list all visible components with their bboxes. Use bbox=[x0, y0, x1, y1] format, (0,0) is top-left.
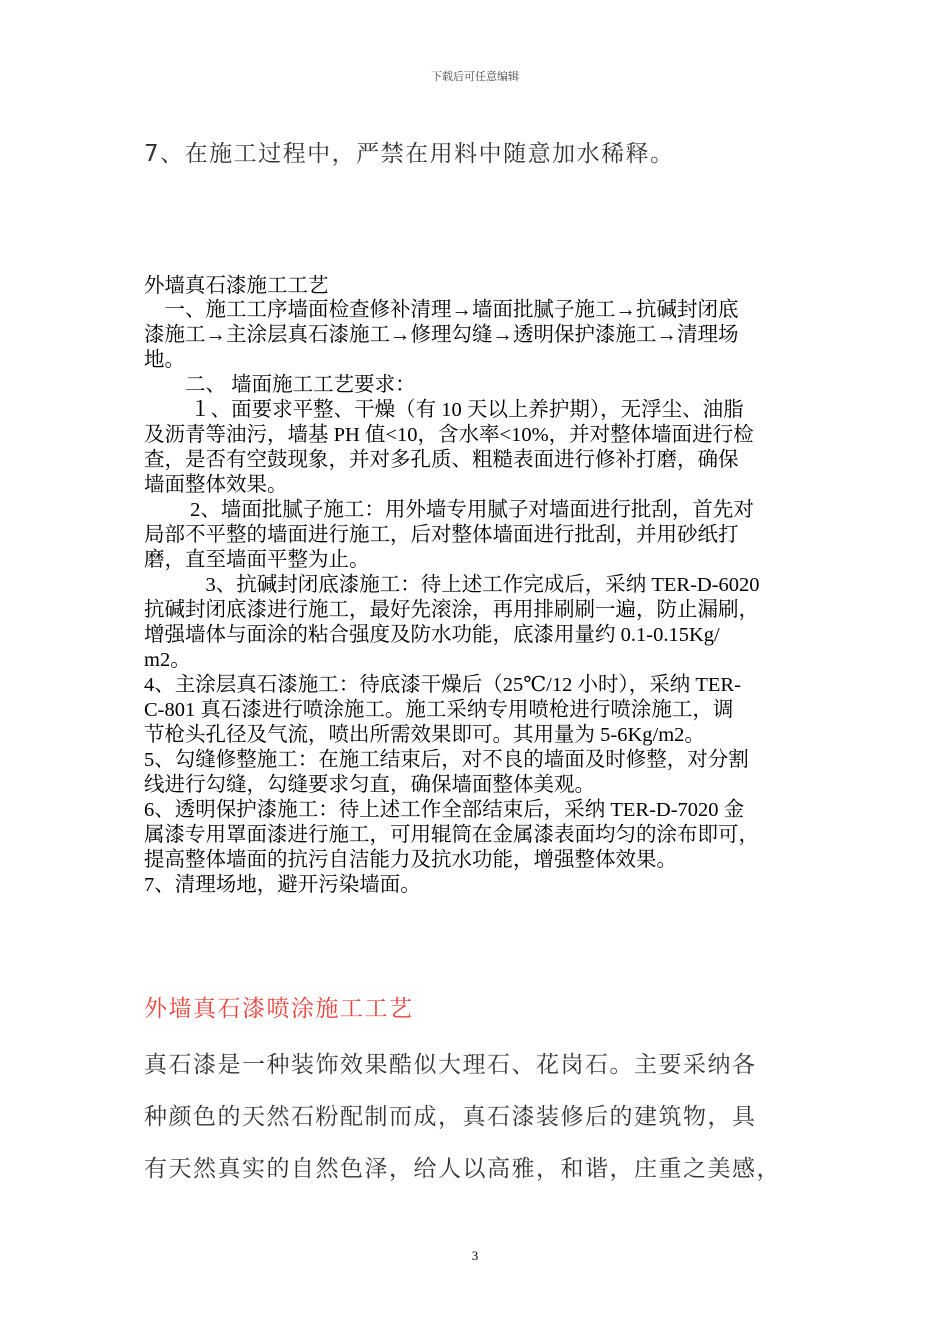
body-line: 磨，直至墙面平整为止。 bbox=[144, 549, 370, 571]
body-line: 属漆专用罩面漆进行施工，可用辊筒在金属漆表面均匀的涂布即可， bbox=[144, 824, 759, 846]
body-line: 节枪头孔径及气流，喷出所需效果即可。其用量为 5-6Kg/m2。 bbox=[144, 724, 705, 746]
body-line: 提高整体墙面的抗污自洁能力及抗水功能，增强整体效果。 bbox=[144, 849, 677, 871]
body-line: 查，是否有空鼓现象，并对多孔质、粗糙表面进行修补打磨，确保 bbox=[144, 449, 739, 471]
body-line: 局部不平整的墙面进行施工，后对整体墙面进行批刮，并用砂纸打 bbox=[144, 524, 739, 546]
section1-title: 外墙真石漆施工工艺 bbox=[144, 275, 329, 297]
section2-line: 有天然真实的自然色泽，给人以高雅，和谐，庄重之美感， bbox=[144, 1156, 781, 1182]
section2-line: 种颜色的天然石粉配制而成，真石漆装修后的建筑物，具 bbox=[144, 1104, 757, 1130]
section2-line: 真石漆是一种装饰效果酷似大理石、花岗石。主要采纳各 bbox=[144, 1052, 757, 1078]
page-number: 3 bbox=[471, 1248, 479, 1263]
body-line: 3、抗碱封闭底漆施工：待上述工作完成后，采纳 TER-D-6020 bbox=[144, 574, 760, 596]
body-line: m2。 bbox=[144, 649, 191, 671]
body-line: 7、清理场地，避开污染墙面。 bbox=[144, 874, 421, 896]
body-line: 墙面整体效果。 bbox=[144, 474, 288, 496]
body-line: 漆施工→主涂层真石漆施工→修理勾缝→透明保护漆施工→清理场 bbox=[144, 324, 739, 346]
top-item: 7、在施工过程中，严禁在用料中随意加水稀释。 bbox=[144, 141, 675, 167]
body-line: 及沥青等油污，墙基 PH 值<10，含水率<10%，并对整体墙面进行检 bbox=[144, 424, 754, 446]
body-line: 6、透明保护漆施工：待上述工作全部结束后，采纳 TER-D-7020 金 bbox=[144, 799, 745, 821]
header-note: 下载后可任意编辑 bbox=[431, 70, 519, 83]
body-line: 地。 bbox=[144, 349, 185, 371]
body-line: 线进行勾缝，勾缝要求匀直，确保墙面整体美观。 bbox=[144, 774, 595, 796]
body-line: １、面要求平整、干燥（有 10 天以上养护期），无浮尘、油脂 bbox=[144, 399, 744, 421]
body-line: 二、 墙面施工工艺要求： bbox=[144, 374, 416, 396]
body-line: 5、勾缝修整施工：在施工结束后，对不良的墙面及时修整，对分割 bbox=[144, 749, 749, 771]
body-line: C-801 真石漆进行喷涂施工。施工采纳专用喷枪进行喷涂施工，调 bbox=[144, 699, 734, 721]
section2-title: 外墙真石漆喷涂施工工艺 bbox=[144, 996, 414, 1022]
body-line: 抗碱封闭底漆进行施工，最好先滚涂，再用排刷刷一遍，防止漏刷， bbox=[144, 599, 759, 621]
body-line: 一、施工工序墙面检查修补清理→墙面批腻子施工→抗碱封闭底 bbox=[144, 299, 739, 321]
body-line: 4、主涂层真石漆施工：待底漆干燥后（25℃/12 小时），采纳 TER- bbox=[144, 674, 741, 696]
body-line: 增强墙体与面涂的粘合强度及防水功能，底漆用量约 0.1-0.15Kg/ bbox=[144, 624, 720, 646]
body-line: 2、墙面批腻子施工：用外墙专用腻子对墙面进行批刮，首先对 bbox=[144, 499, 754, 521]
